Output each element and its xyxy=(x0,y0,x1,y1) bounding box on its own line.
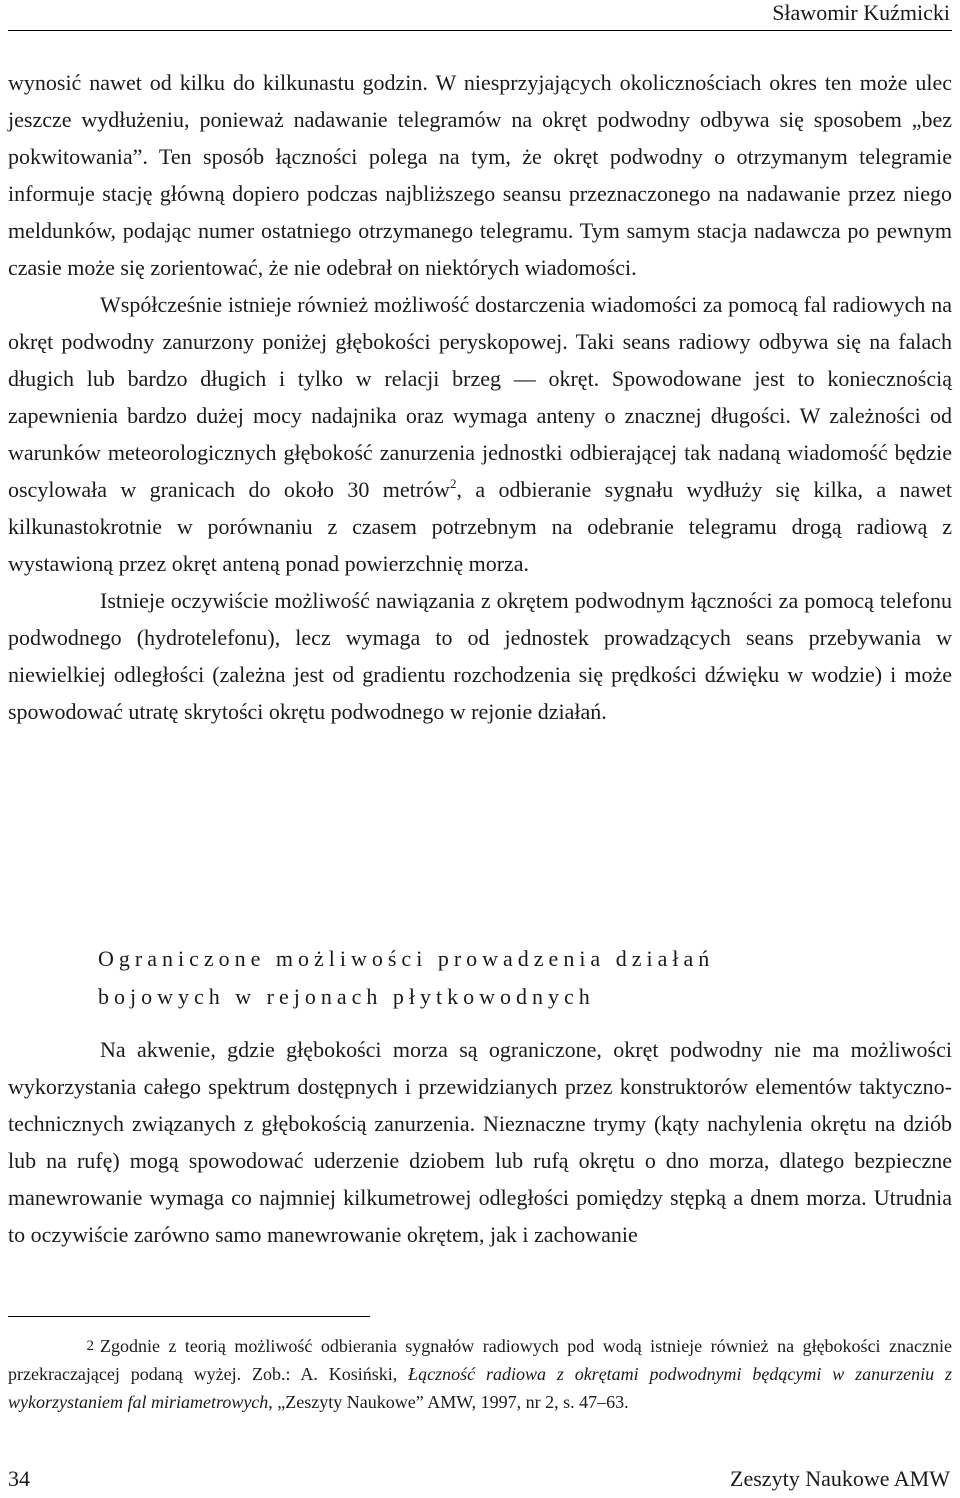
paragraph-1: wynosić nawet od kilku do kilkunastu godzin. W niesprzyjających okolicznościach okres ten może ulec jeszcze wydłużeniu, ponieważ nadawanie telegramów na okręt podwodny odbywa się sposobem „bez pokwitowania”. Ten sposób łączności polega na tym, że okręt podwodny o otrzymanym telegramie informuje stację główną dopiero podczas najbliższego seansu przeznaczonego na nadawanie przez niego meldunków, podając numer ostatniego otrzymanego telegramu. Tym samym stacja nadawcza po pewnym czasie może się zorientować, że nie odebrał on niektórych wiadomości. xyxy=(8,70,952,280)
section-heading-line-2: bojowych w rejonach płytkowodnych xyxy=(98,984,595,1009)
footnote xyxy=(8,1332,952,1416)
journal-name: Zeszyty Naukowe AMW xyxy=(730,1466,950,1491)
section-paragraph: Na akwenie, gdzie głębokości morza są ograniczone, okręt podwodny nie ma możliwości wykorzystania całego spektrum dostępnych i przewidzianych przez konstruktorów elementów taktyczno-technicznych związanych z głębokością zanurzenia. Nieznaczne trymy (kąty nachylenia okrętu na dziób lub na rufę) mogą spowodować uderzenie dziobem lub rufą okrętu o dno morza, dlatego bezpieczne manewrowanie wymaga co najmniej kilkumetrowej odległości pomiędzy stępką a dnem morza. Utrudnia to oczywiście zarówno samo manewrowanie okrętem, jak i zachowanie xyxy=(8,1037,952,1247)
footnote-reference-2[interactable]: 2 xyxy=(449,476,457,491)
footnote-text-b: , „Zeszyty Naukowe” AMW, 1997, nr 2, s. 47–63. xyxy=(268,1392,629,1412)
body-text xyxy=(8,64,952,730)
footnote-rule xyxy=(8,1316,370,1317)
paragraph-2 xyxy=(8,286,952,582)
running-header-author: Sławomir Kuźmicki xyxy=(772,0,950,25)
paragraph-2-text-a: Współcześnie istnieje również możliwość dostarczenia wiadomości za pomocą fal radiowych na okręt podwodny zanurzony poniżej głębokości peryskopowej. Taki seans radiowy odbywa się na falach długich lub bardzo długich i tylko w relacji brzeg — okręt. Spowodowane jest to koniecznością zapewnienia bardzo dużej mocy nadajnika oraz wymaga anteny o znacznej długości. W zależności od warunków meteorologicznych głębokość zanurzenia jednostki odbierającej tak nadaną wiadomość będzie oscylowała w granicach do około 30 metrów xyxy=(8,292,952,502)
paragraph-2-text-b: , a odbieranie sygnału wydłuży się kilka, a nawet kilkunastokrotnie w porównaniu z czasem potrzebnym na odebranie telegramu drogą radiową z wystawioną przez okręt anteną ponad powierzchnię morza. xyxy=(8,477,952,576)
footnote-number: 2 xyxy=(86,1338,94,1354)
footnote-cited-title: Łączność radiowa z okrętami podwodnymi będącymi w zanurzeniu z wykorzystaniem fal miriametrowych xyxy=(8,1364,952,1412)
footnote-text-a: Zgodnie z teorią możliwość odbierania sygnałów radiowych pod wodą istnieje również na głębokości znacznie przekraczającej podaną wyżej. Zob.: A. Kosiński, xyxy=(8,1336,952,1384)
header-rule xyxy=(8,30,952,31)
paragraph-3: Istnieje oczywiście możliwość nawiązania z okrętem podwodnym łączności za pomocą telefonu podwodnego (hydrotelefonu), lecz wymaga to od jednostek prowadzących seans przebywania w niewielkiej odległości (zależna jest od gradientu rozchodzenia się prędkości dźwięku w wodzie) i może spowodować utratę skrytości okrętu podwodnego w rejonie działań. xyxy=(8,588,952,724)
section-heading-line-1: Ograniczone możliwości prowadzenia działań xyxy=(98,946,715,971)
page-number: 34 xyxy=(8,1466,30,1491)
section-heading xyxy=(98,940,938,1016)
section-body xyxy=(8,1031,952,1253)
